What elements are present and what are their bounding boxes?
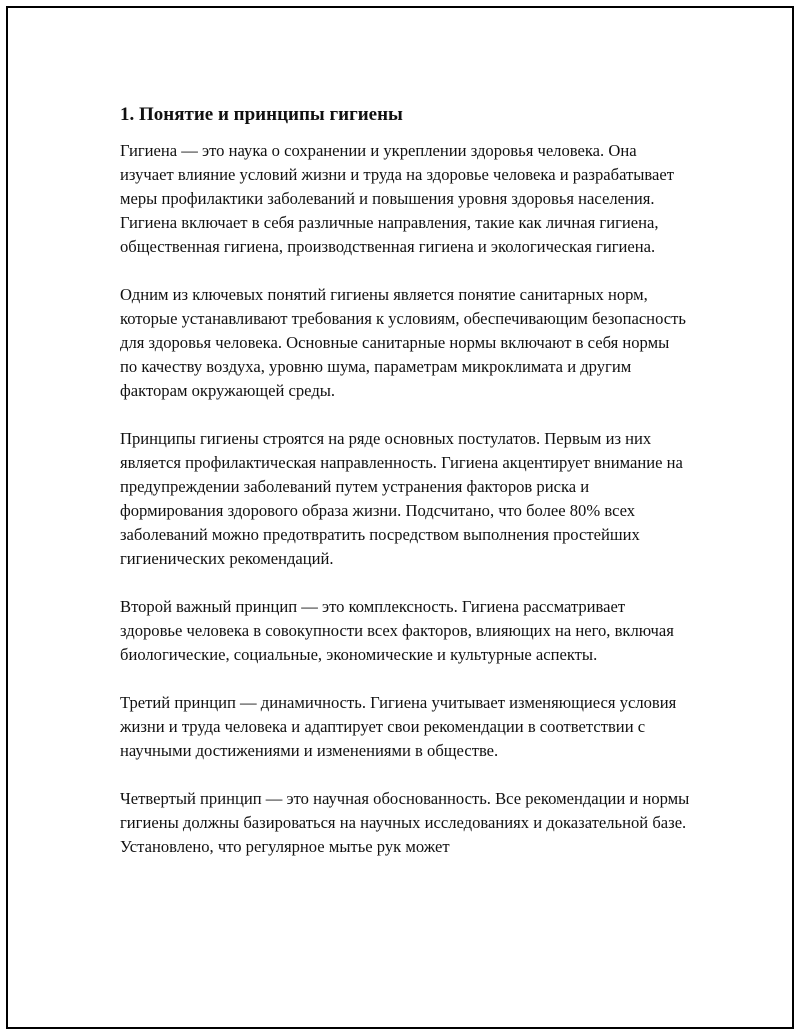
- paragraph-scientific-principle: Четвертый принцип — это научная обоснованность. Все рекомендации и нормы гигиены должны базироваться на научных исследованиях и доказательной базе. Установлено, что регулярное мытье рук может: [120, 789, 690, 856]
- paragraph-sanitary-norms: Одним из ключевых понятий гигиены является понятие санитарных норм, которые устанавливают требования к условиям, обеспечивающим безопасность для здоровья человека. Основные санитарные нормы включают в себя нормы по качеству воздуха, уровню шума, параметрам микроклимата и другим факторам окружающей среды.: [120, 285, 686, 400]
- document-body: [120, 103, 690, 859]
- paragraph-definition: Гигиена — это наука о сохранении и укреплении здоровья человека. Она изучает влияние условий жизни и труда на здоровье человека и разрабатывает меры профилактики заболеваний и повышения уровня здоровья населения. Гигиена включает в себя различные направления, такие как личная гигиена, общественная гигиена, производственная гигиена и экологическая гигиена.: [120, 141, 675, 256]
- paragraph-dynamism-principle: Третий принцип — динамичность. Гигиена учитывает изменяющиеся условия жизни и труда человека и адаптирует свои рекомендации в соответствии с научными достижениями и изменениями в обществе.: [120, 693, 677, 760]
- section-title: 1. Понятие и принципы гигиены: [120, 104, 403, 125]
- paragraph-prevention-principle: Принципы гигиены строятся на ряде основных постулатов. Первым из них является профилактическая направленность. Гигиена акцентирует внимание на предупреждении заболеваний путем устранения факторов риска и формирования здорового образа жизни. Подсчитано, что более 80% всех заболеваний можно предотвратить посредством выполнения простейших гигиенических рекомендаций.: [120, 429, 683, 568]
- paragraph-complexity-principle: Второй важный принцип — это комплексность. Гигиена рассматривает здоровье человека в совокупности всех факторов, влияющих на него, включая биологические, социальные, экономические и культурные аспекты.: [120, 597, 674, 664]
- page-frame: [6, 6, 794, 1029]
